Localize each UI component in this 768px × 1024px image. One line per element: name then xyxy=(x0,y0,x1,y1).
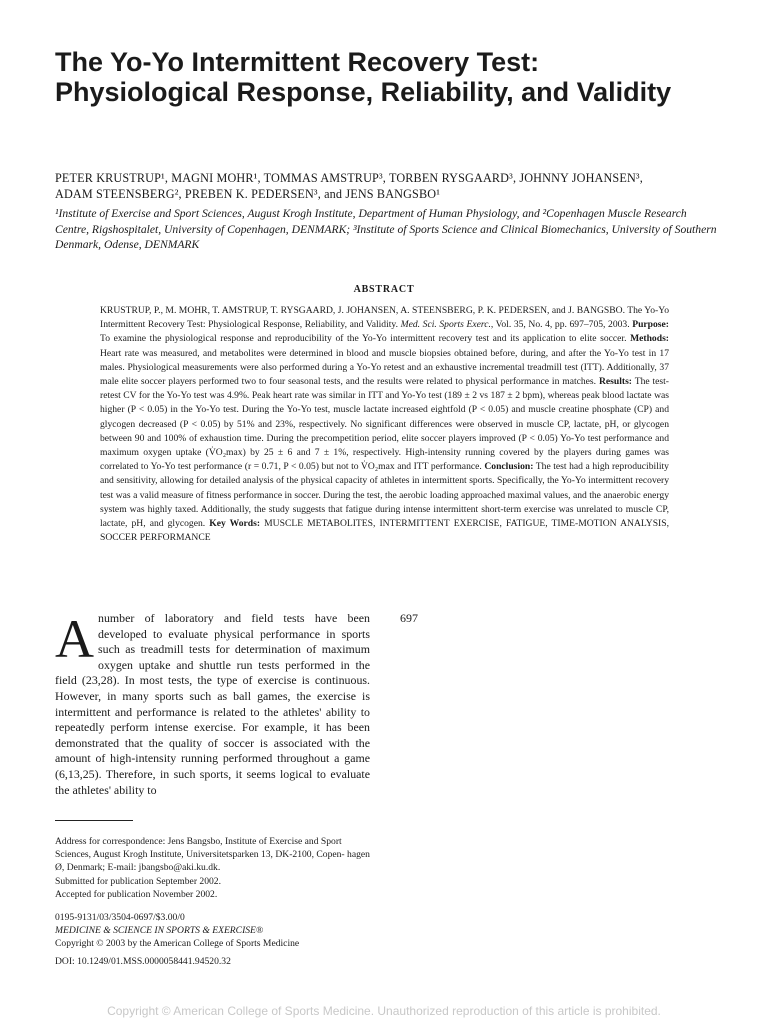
doi-line: DOI: 10.1249/01.MSS.0000058441.94520.32 xyxy=(55,956,231,967)
journal-info xyxy=(55,911,373,951)
submitted-date: Submitted for publication September 2002. xyxy=(55,875,221,887)
abstract-heading: ABSTRACT xyxy=(353,284,415,295)
introduction-paragraph xyxy=(55,611,370,798)
copyright-line: Copyright © 2003 by the American College of Sports Medicine xyxy=(55,938,300,950)
footnote-divider xyxy=(55,820,133,821)
abstract-journal: Med. Sci. Sports Exerc. xyxy=(400,319,491,331)
purpose-text: To examine the physiological response and reproducibility of the Yo-Yo intermittent recovery test and its application to elite soccer. xyxy=(100,333,627,345)
methods-text: Heart rate was measured, and metabolites were determined in blood and muscle biopsies obtained before, during, and after the Yo-Yo test in 17 males. Physiological measurements were also performed during a Yo-Yo retest and an exhaustive incremental treadmill test (ITT). Additionally, 37 male elite soccer players performed two to four seasonal tests, and the results were related to physical performance in matches. xyxy=(100,347,669,388)
conclusion-label: Conclusion: xyxy=(484,461,534,473)
results-text: The test-retest CV for the Yo-Yo test was 4.9%. Peak heart rate was similar in ITT and Yo-Yo test (189 ± 2 vs 187 ± 2 bpm), whereas peak blood lactate was higher (P < 0.05) in the Yo-Yo test. During the Yo-Yo test, muscle lactate increased eightfold (P < 0.05) and muscle creatine phosphate (CP) and glycogen decreased (P < 0.05) by 51% and 23%, respectively. No significant differences were observed in muscle CP, lactate, pH, or glycogen between 90 and 100% of exhaustion time. During the precompetition period, elite soccer players improved (P < 0.05) Yo-Yo test performance and maximum oxygen uptake (V̇O₂max) by 25 ± 6 and 7 ± 1%, respectively. High-intensity running covered by the players during games was correlated to Yo-Yo test performance (r = 0.71, P < 0.05) but not to V̇O₂max and ITT performance. xyxy=(100,376,669,473)
abstract-citation: KRUSTRUP, P., M. MOHR, T. AMSTRUP, T. RYSGAARD, J. JOHANSEN, A. STEENSBERG, P. K. PEDERSEN, and J. BANGSBO. The Yo-Yo Intermittent Recovery Test: Physiological Response, Reliability, and Validity. xyxy=(100,305,669,331)
affiliations: ¹Institute of Exercise and Sport Sciences, August Krogh Institute, Department of Human Physiology, and ²Copenhagen Muscle Research Centre, Rigshospitalet, University of Copenhagen, DENMARK; ³Institute of Sports Science and Clinical Biomechanics, University of Southern Denmark, Odense, DENMARK xyxy=(55,207,717,251)
purpose-label: Purpose: xyxy=(632,319,669,331)
copyright-watermark: Copyright © American College of Sports Medicine. Unauthorized reproduction of this article is prohibited. xyxy=(107,1004,661,1018)
correspondence-address: Address for correspondence: Jens Bangsbo, Institute of Exercise and Sport Sciences, August Krogh Institute, Universitetsparken 13, DK-2100, Copen- hagen Ø, Denmark; E-mail: jbangsbo@aki.ku.dk. xyxy=(55,836,370,874)
methods-label: Methods: xyxy=(630,333,669,345)
author-line-2: ADAM STEENSBERG², PREBEN K. PEDERSEN³, and JENS BANGSBO¹ xyxy=(55,187,441,201)
introduction-text: number of laboratory and field tests have been developed to evaluate physical performance in sports such as treadmill tests for determination of maximum oxygen uptake and shuttle run tests performed in the field (23,28). In most tests, the type of exercise is continuous. However, in many sports such as ball games, the exercise is intermittent and performance is related to the athletes' ability to repeatedly perform intense exercise. For example, it has been demonstrated that the quality of soccer is associated with the amount of high-intensity running performed throughout a game (6,13,25). Therefore, in such sports, it seems logical to evaluate the athletes' ability to xyxy=(55,611,370,797)
results-label: Results: xyxy=(598,376,632,388)
issn-code: 0195-9131/03/3504-0697/$3.00/0 xyxy=(55,912,185,923)
page-number: 697 xyxy=(400,611,418,625)
article-title: The Yo-Yo Intermittent Recovery Test: Physiological Response, Reliability, and Validity xyxy=(55,47,672,107)
accepted-date: Accepted for publication November 2002. xyxy=(55,888,218,900)
drop-cap: A xyxy=(55,609,94,669)
keywords-text: MUSCLE METABOLITES, INTERMITTENT EXERCISE, FATIGUE, TIME-MOTION ANALYSIS, SOCCER PERFORMANCE xyxy=(100,518,669,544)
journal-name: MEDICINE & SCIENCE IN SPORTS & EXERCISE® xyxy=(55,925,264,937)
correspondence-footnote xyxy=(55,835,373,901)
author-line-1: PETER KRUSTRUP¹, MAGNI MOHR¹, TOMMAS AMSTRUP³, TORBEN RYSGAARD³, JOHNNY JOHANSEN³, xyxy=(55,171,643,185)
author-list xyxy=(55,170,720,202)
conclusion-text: The test had a high reproducibility and sensitivity, allowing for detailed analysis of the physical capacity of athletes in intermittent sports. Specifically, the Yo-Yo intermittent recovery test was a valid measure of fitness performance in soccer. During the test, the aerobic loading approached maximal values, and the anaerobic energy system was highly taxed. Additionally, the study suggests that fatigue during intense intermittent short-term exercise was unrelated to muscle CP, lactate, pH, and glycogen. xyxy=(100,461,669,530)
abstract-volume: , Vol. 35, No. 4, pp. 697–705, 2003. xyxy=(490,319,630,331)
abstract-body xyxy=(100,304,669,545)
keywords-label: Key Words: xyxy=(209,518,261,530)
